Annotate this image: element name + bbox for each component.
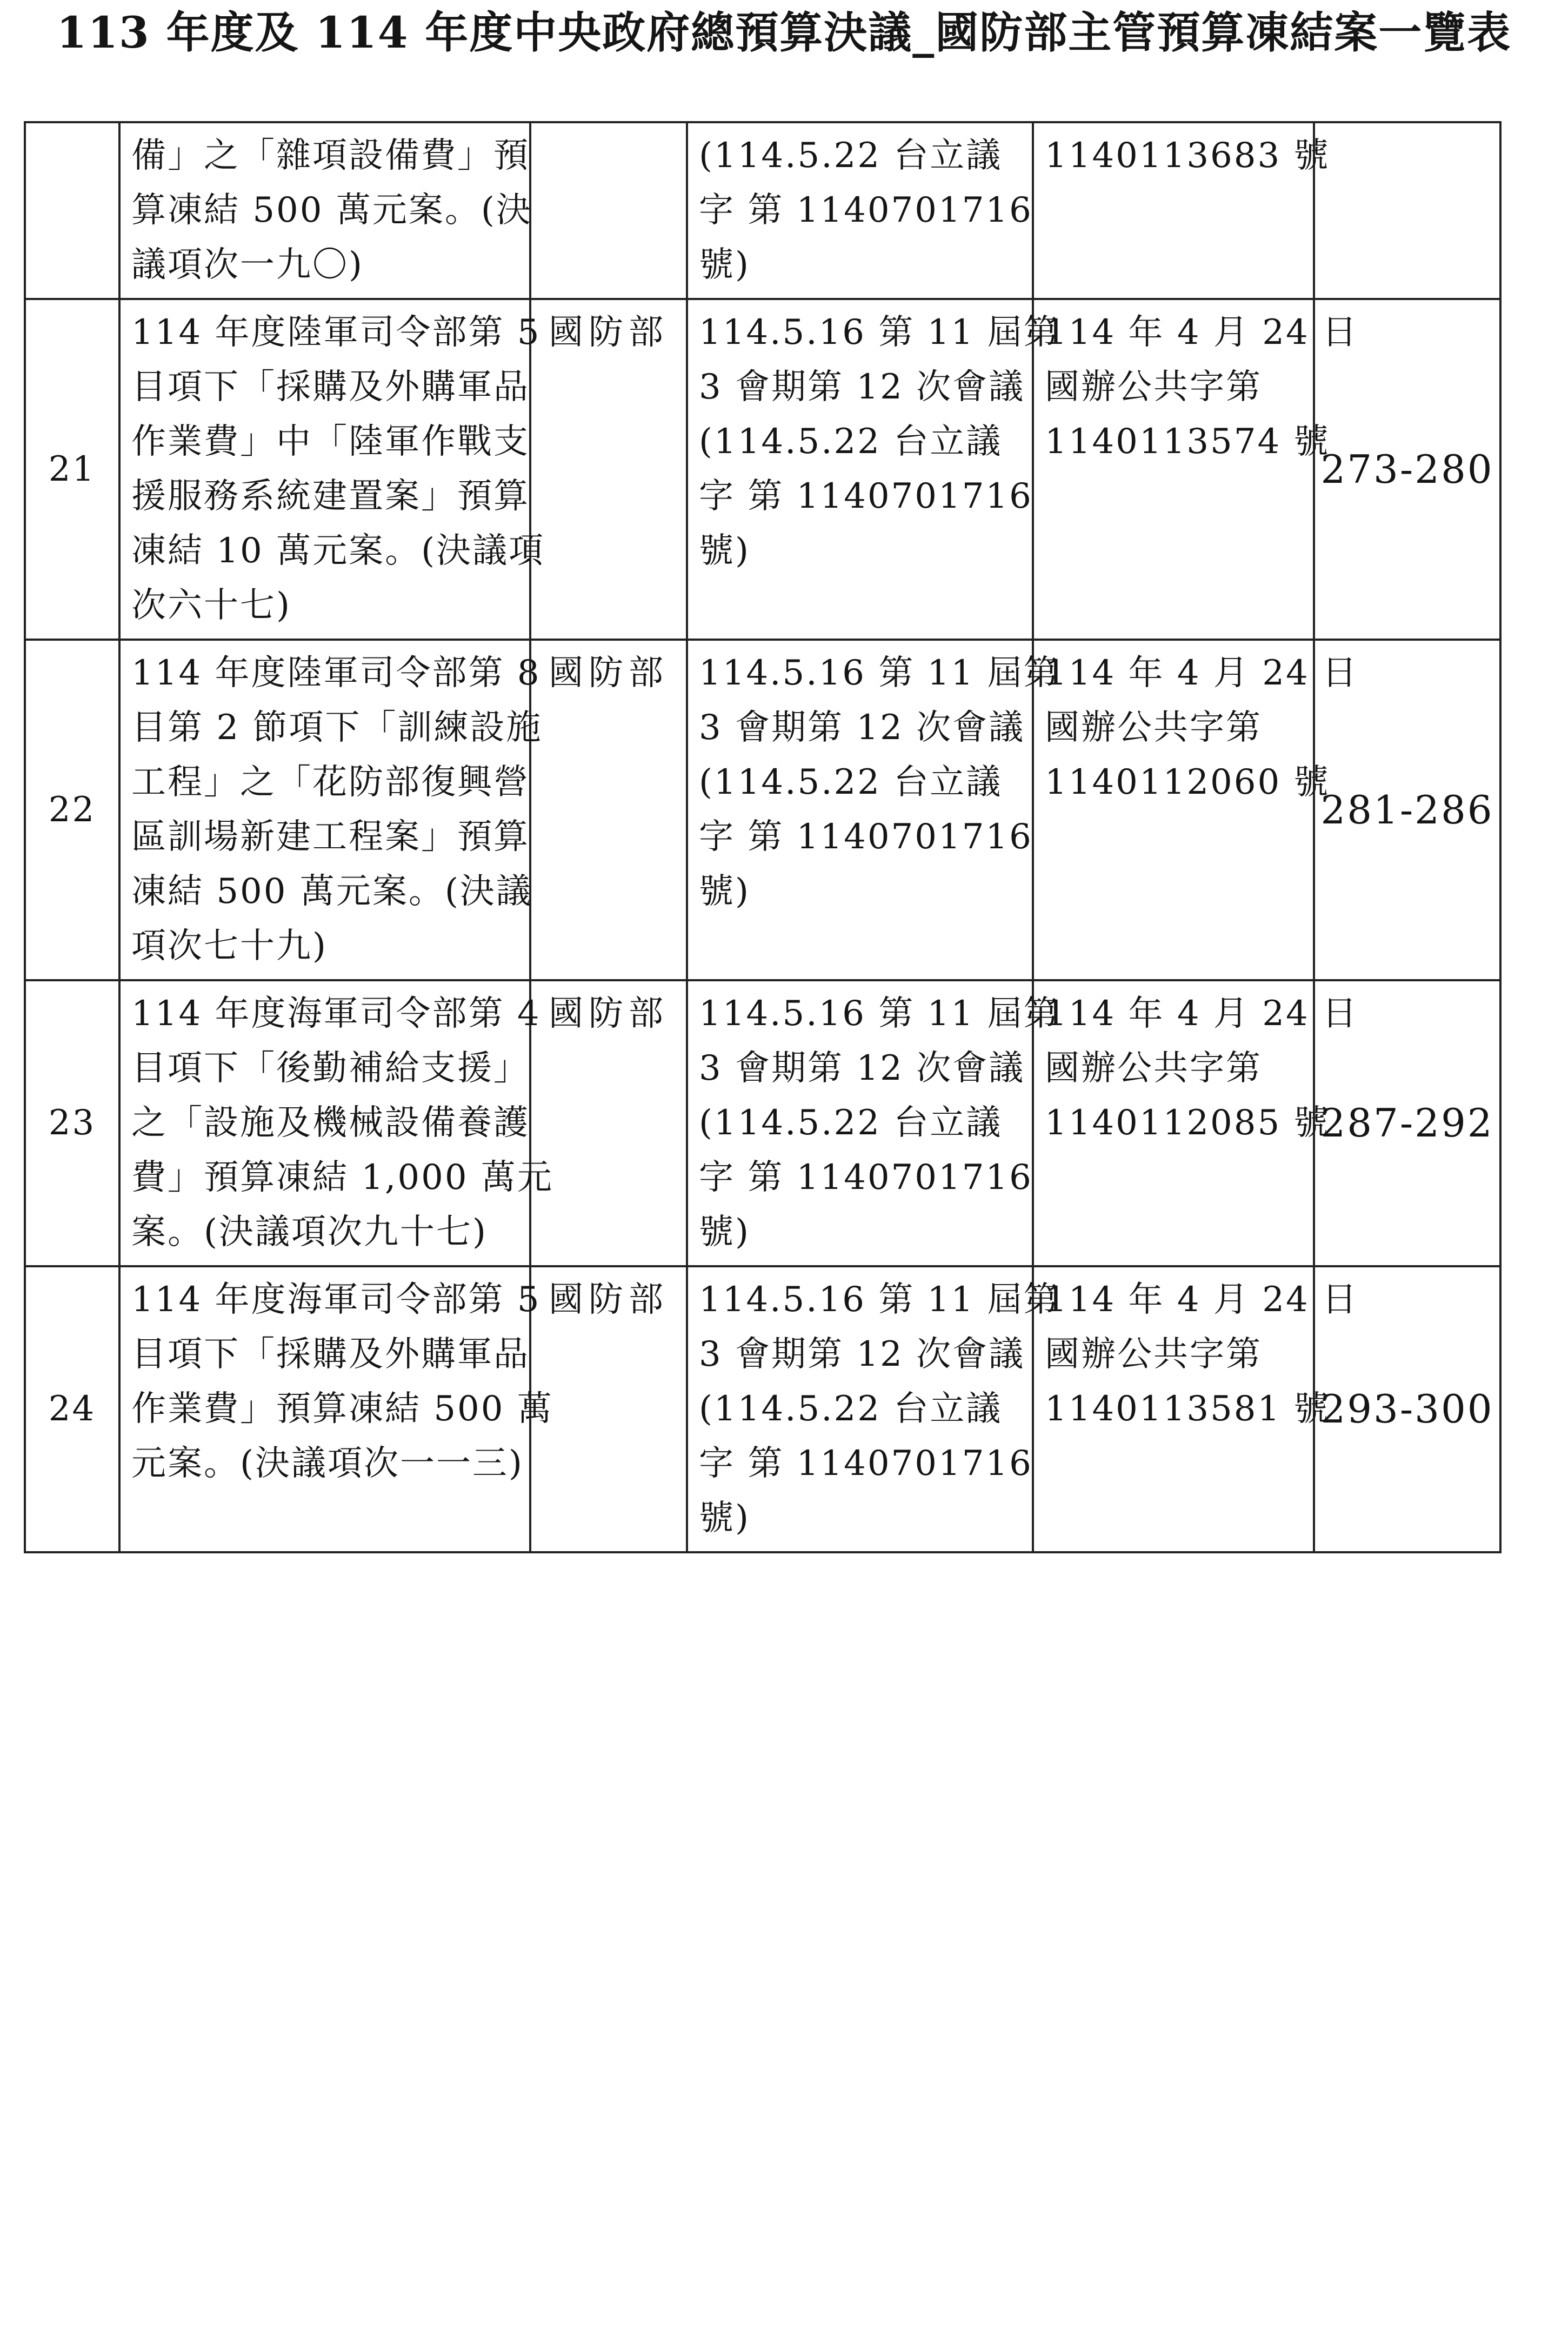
- resolution-line: 號): [699, 245, 750, 285]
- resolution-cell: [687, 299, 1060, 640]
- case-line: 114 年度海軍司令部第 4: [131, 994, 541, 1034]
- table-row: [25, 299, 1500, 640]
- agency-cell: 國防部: [530, 640, 687, 980]
- resolution-line: 114.5.16 第 11 屆第: [699, 313, 1060, 353]
- row-number: 24: [25, 1266, 119, 1552]
- document-number-cell: [1033, 299, 1359, 640]
- resolution-cell: [687, 1266, 1060, 1552]
- case-line: 議項次一九〇): [131, 245, 364, 285]
- document-number-cell: [1033, 122, 1330, 299]
- agency-cell: 國防部: [530, 1266, 687, 1552]
- resolution-line: 號): [699, 1212, 750, 1252]
- document-line: 114 年 4 月 24 日: [1045, 653, 1359, 693]
- resolution-line: 3 會期第 12 次會議: [699, 708, 1025, 748]
- resolution-line: (114.5.22 台立議: [699, 422, 1003, 462]
- case-line: 項次七十九): [131, 926, 328, 966]
- case-line: 案。(決議項次九十七): [131, 1212, 488, 1252]
- budget-freeze-table: [24, 121, 1502, 1553]
- page-range-cell: [1314, 122, 1500, 299]
- resolution-line: 字 第 1140701716: [699, 190, 1033, 230]
- case-line: 區訓場新建工程案」預算: [131, 817, 530, 857]
- case-line: 凍結 10 萬元案。(決議項: [131, 531, 545, 571]
- resolution-line: (114.5.22 台立議: [699, 762, 1003, 802]
- resolution-line: 114.5.16 第 11 屆第: [699, 1280, 1060, 1320]
- resolution-line: 字 第 1140701716: [699, 1444, 1033, 1484]
- resolution-line: 字 第 1140701716: [699, 817, 1033, 857]
- case-description: [119, 640, 543, 980]
- case-line: 114 年度陸軍司令部第 8: [131, 653, 541, 693]
- table-row: [25, 1266, 1500, 1552]
- case-line: 援服務系統建置案」預算: [131, 476, 530, 516]
- case-line: 114 年度陸軍司令部第 5: [131, 313, 541, 353]
- case-line: 作業費」中「陸軍作戰支: [131, 422, 530, 462]
- resolution-line: (114.5.22 台立議: [699, 1103, 1003, 1143]
- resolution-line: 3 會期第 12 次會議: [699, 1048, 1025, 1088]
- table-row: [25, 980, 1500, 1266]
- row-number: 22: [25, 640, 119, 980]
- case-line: 目項下「採購及外購軍品: [131, 1334, 530, 1374]
- document-number-cell: [1033, 1266, 1359, 1552]
- case-line: 之「設施及機械設備養護: [131, 1103, 530, 1143]
- case-description: [119, 980, 553, 1266]
- case-line: 目第 2 節項下「訓練設施: [131, 708, 543, 748]
- page-range-cell: 293-300: [1314, 1266, 1500, 1552]
- page-range-cell: 273-280: [1314, 299, 1500, 640]
- page-title: 113 年度及 114 年度中央政府總預算決議_國防部主管預算凍結案一覽表: [56, 7, 1512, 58]
- document-number-cell: [1033, 640, 1359, 980]
- resolution-line: 字 第 1140701716: [699, 1158, 1033, 1198]
- resolution-line: 號): [699, 531, 750, 571]
- row-number: [25, 122, 119, 299]
- document-line: 114 年 4 月 24 日: [1045, 1280, 1359, 1320]
- case-line: 元案。(決議項次一一三): [131, 1444, 524, 1484]
- document-line: 國辦公共字第: [1045, 708, 1262, 748]
- case-description: [119, 299, 545, 640]
- document-line: 國辦公共字第: [1045, 367, 1262, 407]
- resolution-cell: [687, 980, 1060, 1266]
- row-number: 23: [25, 980, 119, 1266]
- document-line: 1140112085 號: [1045, 1103, 1330, 1143]
- resolution-cell: [687, 122, 1033, 299]
- document-line: 114 年 4 月 24 日: [1045, 313, 1359, 353]
- document-line: 1140113683 號: [1045, 136, 1330, 176]
- document-line: 114 年 4 月 24 日: [1045, 994, 1359, 1034]
- agency-cell: [530, 122, 687, 299]
- resolution-line: (114.5.22 台立議: [699, 136, 1003, 176]
- case-line: 工程」之「花防部復興營: [131, 762, 530, 802]
- resolution-line: 3 會期第 12 次會議: [699, 1334, 1025, 1374]
- page-range-cell: 281-286: [1314, 640, 1500, 980]
- row-number: 21: [25, 299, 119, 640]
- document-number-cell: [1033, 980, 1359, 1266]
- resolution-line: (114.5.22 台立議: [699, 1389, 1003, 1429]
- case-line: 目項下「後勤補給支援」: [131, 1048, 530, 1088]
- document-line: 1140112060 號: [1045, 762, 1330, 802]
- case-line: 目項下「採購及外購軍品: [131, 367, 530, 407]
- document-line: 國辦公共字第: [1045, 1334, 1262, 1374]
- case-line: 凍結 500 萬元案。(決議: [131, 872, 532, 912]
- table-row: [25, 122, 1500, 299]
- case-line: 備」之「雜項設備費」預: [131, 136, 530, 176]
- page-range-cell: 287-292: [1314, 980, 1500, 1266]
- document-line: 1140113581 號: [1045, 1389, 1330, 1429]
- resolution-line: 字 第 1140701716: [699, 476, 1033, 516]
- document-line: 國辦公共字第: [1045, 1048, 1262, 1088]
- case-line: 次六十七): [131, 586, 291, 626]
- resolution-cell: [687, 640, 1060, 980]
- case-description: [119, 122, 530, 299]
- resolution-line: 號): [699, 872, 750, 912]
- document-line: 1140113574 號: [1045, 422, 1330, 462]
- resolution-line: 號): [699, 1498, 750, 1538]
- agency-cell: 國防部: [530, 980, 687, 1266]
- agency-cell: 國防部: [530, 299, 687, 640]
- case-line: 114 年度海軍司令部第 5: [131, 1280, 541, 1320]
- case-line: 作業費」預算凍結 500 萬: [131, 1389, 553, 1429]
- case-line: 算凍結 500 萬元案。(決: [131, 190, 532, 230]
- case-line: 費」預算凍結 1,000 萬元: [131, 1158, 553, 1198]
- table-row: [25, 640, 1500, 980]
- resolution-line: 114.5.16 第 11 屆第: [699, 994, 1060, 1034]
- resolution-line: 114.5.16 第 11 屆第: [699, 653, 1060, 693]
- case-description: [119, 1266, 553, 1552]
- resolution-line: 3 會期第 12 次會議: [699, 367, 1025, 407]
